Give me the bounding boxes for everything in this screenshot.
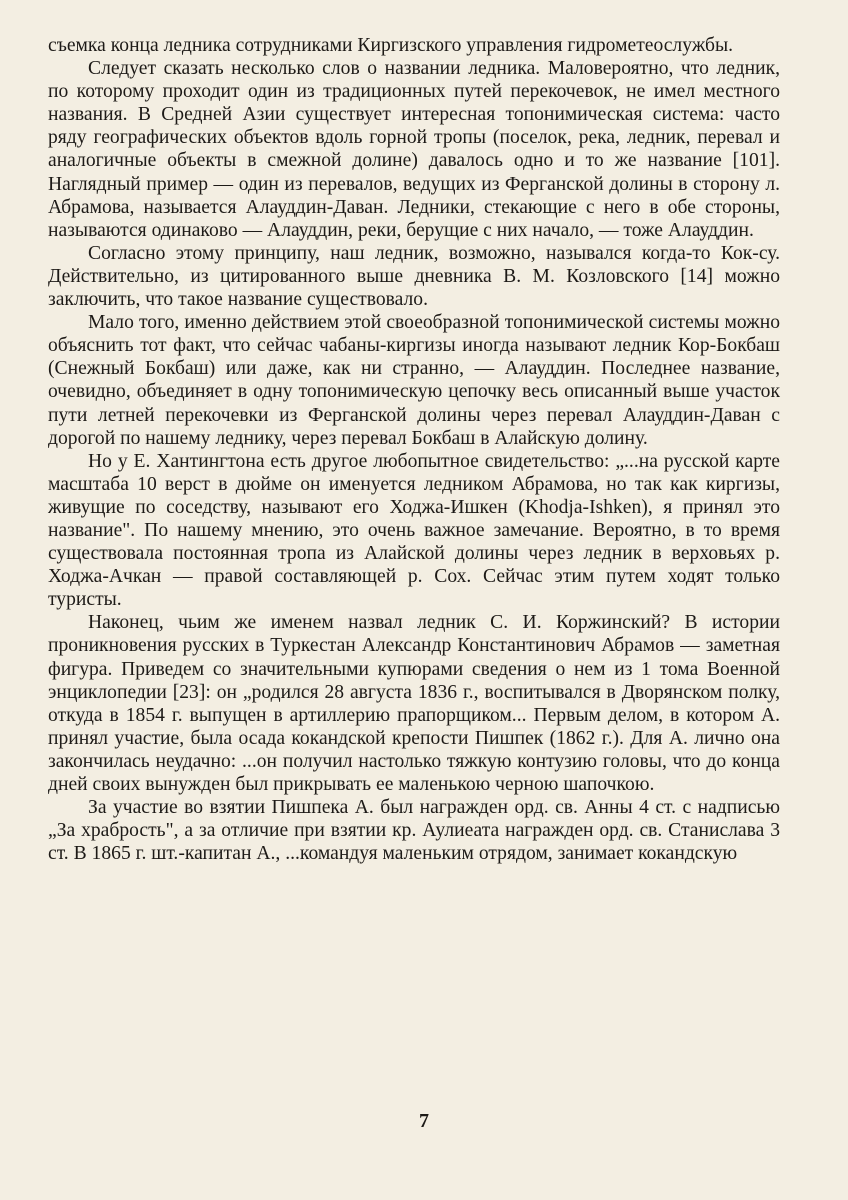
paragraph-2: Следует сказать несколько слов о названии ледника. Маловероятно, что ледник, по которому проходит один из традиционных путей перекочевок, не имел местного названия. В Средней Азии существует интересная топонимическая система: часто ряду географических объектов вдоль горной тропы (поселок, река, ледник, перевал и аналогичные объекты в смежной долине) давалось одно и то же название [101]. Наглядный пример — один из перевалов, ведущих из Ферганской долины в сторону л. Абрамова, называется Алауддин-Даван. Ледники, стекающие с него в обе стороны, называются одинаково — Алауддин, реки, берущие с них начало, — тоже Алауддин.	[48, 58, 780, 241]
paragraph-1: съемка конца ледника сотрудниками Киргизского управления гидрометеослужбы.	[48, 35, 734, 56]
body-text	[48, 34, 780, 865]
paragraph-6: Наконец, чьим же именем назвал ледник С. И. Коржинский? В истории проникновения русских в Туркестан Александр Константинович Абрамов — заметная фигура. Приведем со значительными купюрами сведения о нем из 1 тома Военной энциклопедии [23]: он „родился 28 августа 1836 г., воспитывался в Дворянском полку, откуда в 1854 г. выпущен в артиллерию прапорщиком... Первым делом, в котором А. принял участие, была осада кокандской крепости Пишпек (1862 г.). Для А. лично она закончилась неудачно: ...он получил настолько тяжкую контузию головы, что до конца дней своих вынужден был прикрывать ее маленькою черною шапочкою.	[48, 612, 780, 795]
paragraph-5: Но у Е. Хантингтона есть другое любопытное свидетельство: „...на русской карте масштаба 10 верст в дюйме он именуется ледником Абрамова, но так как киргизы, живущие по соседству, называют его Ходжа-Ишкен (Khodja-Ishken), я принял это название". По нашему мнению, это очень важное замечание. Вероятно, в то время существовала постоянная тропа из Алайской долины через ледник в верховьях р. Ходжа-Ачкан — правой составляющей р. Сох. Сейчас этим путем ходят только туристы.	[48, 450, 780, 611]
paragraph-4: Мало того, именно действием этой своеобразной топонимической системы можно объяснить тот факт, что сейчас чабаны-киргизы иногда называют ледник Кор-Бокбаш (Снежный Бокбаш) или даже, как ни странно, — Алауддин. Последнее название, очевидно, объединяет в одну топонимическую цепочку весь описанный выше участок пути летней перекочевки из Ферганской долины через перевал Алауддин-Даван с дорогой по нашему леднику, через перевал Бокбаш в Алайскую долину.	[48, 312, 780, 449]
page-number: 7	[419, 1110, 429, 1132]
paragraph-7: За участие во взятии Пишпека А. был награжден орд. св. Анны 4 ст. с надписью „За храбрость", а за отличие при взятии кр. Аулиеата награжден орд. св. Станислава 3 ст. В 1865 г. шт.-капитан А., ...командуя маленьким отрядом, занимает кокандскую	[48, 797, 780, 865]
paragraph-3: Согласно этому принципу, наш ледник, возможно, назывался когда-то Кок-су. Действительно, из цитированного выше дневника В. М. Козловского [14] можно заключить, что такое название существовало.	[48, 242, 780, 311]
